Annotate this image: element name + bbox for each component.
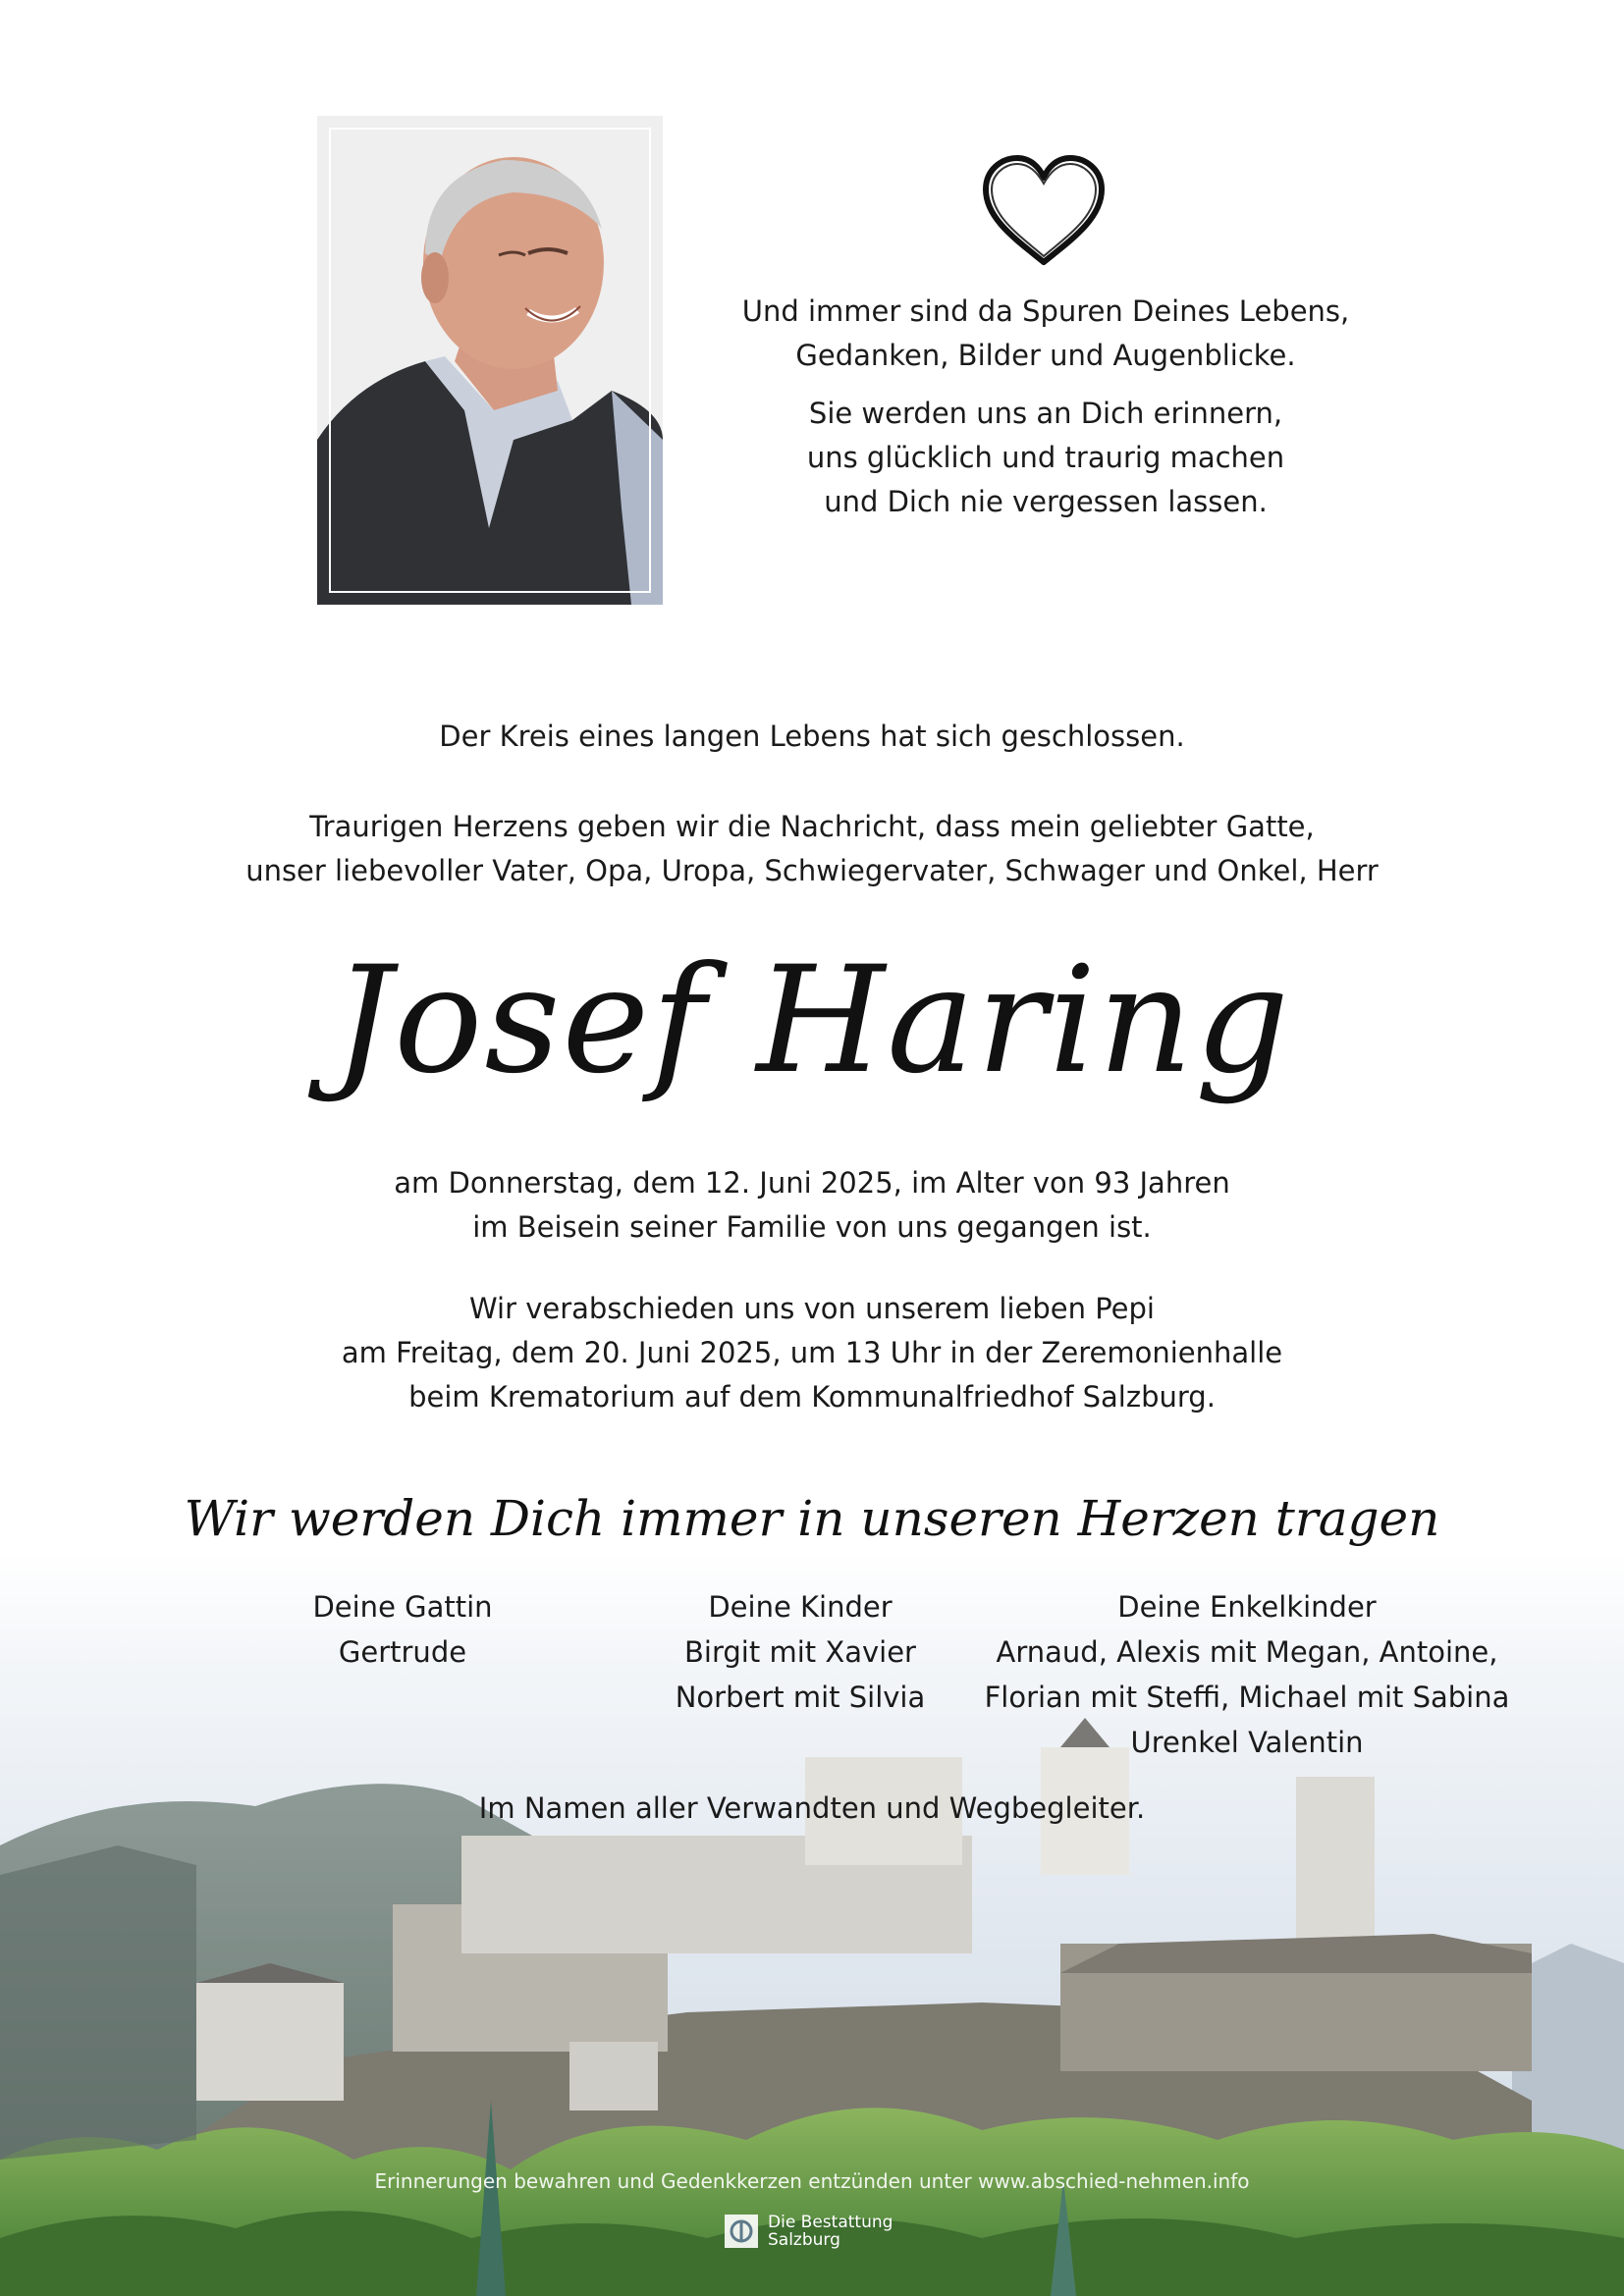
announcement-line: Traurigen Herzens geben wir die Nachricht, dass mein geliebter Gatte,: [309, 810, 1315, 843]
poem-line: und Dich nie vergessen lassen.: [824, 485, 1268, 518]
intro-text: Der Kreis eines langen Lebens hat sich geschlossen.: [439, 720, 1185, 753]
heart-icon: [978, 152, 1110, 268]
mourner-line: Urenkel Valentin: [1130, 1726, 1364, 1759]
mourner-line: Florian mit Steffi, Michael mit Sabina: [984, 1681, 1510, 1714]
mourners-column-grandchildren: [962, 1584, 1532, 1765]
poem-stanza-2: [687, 392, 1404, 524]
farewell-text: [0, 1287, 1624, 1419]
mourner-line: Arnaud, Alexis mit Megan, Antoine,: [996, 1635, 1498, 1669]
poem-line: Sie werden uns an Dich erinnern,: [808, 397, 1283, 430]
logo-text: Die Bestattung Salzburg: [768, 2213, 893, 2250]
poem-line: Und immer sind da Spuren Deines Lebens,: [741, 294, 1350, 328]
mourner-line: Birgit mit Xavier: [684, 1635, 916, 1669]
farewell-line: am Freitag, dem 20. Juni 2025, um 13 Uhr in der Zeremonienhalle: [341, 1336, 1283, 1369]
mourner-line: Gertrude: [338, 1635, 467, 1669]
announcement-text: [0, 805, 1624, 893]
poem-line: Gedanken, Bilder und Augenblicke.: [795, 339, 1296, 372]
death-text: [0, 1161, 1624, 1250]
mourner-line: Deine Gattin: [312, 1590, 493, 1624]
death-line: im Beisein seiner Familie von uns gegangen ist.: [472, 1210, 1152, 1244]
funeral-home-logo-icon: [725, 2215, 758, 2248]
farewell-line: beim Krematorium auf dem Kommunalfriedhof Salzburg.: [408, 1380, 1216, 1414]
photo-frame: [329, 128, 651, 593]
poem: [687, 290, 1404, 538]
deceased-name: Josef Haring: [333, 935, 1291, 1106]
closing-text: Im Namen aller Verwandten und Wegbegleiter.: [478, 1791, 1146, 1825]
mourners-column-spouse: [255, 1584, 550, 1675]
poem-line: uns glücklich und traurig machen: [806, 441, 1285, 474]
mourners-column-children: [628, 1584, 972, 1720]
portrait-photo: [317, 116, 663, 605]
mourner-line: Deine Kinder: [708, 1590, 893, 1624]
mourners-list: [0, 1584, 1624, 1781]
motto: Wir werden Dich immer in unseren Herzen tragen: [184, 1490, 1440, 1547]
announcement-line: unser liebevoller Vater, Opa, Uropa, Schwiegervater, Schwager und Onkel, Herr: [245, 854, 1379, 887]
death-line: am Donnerstag, dem 12. Juni 2025, im Alter von 93 Jahren: [394, 1166, 1230, 1200]
funeral-home-logo: [725, 2211, 893, 2252]
poem-stanza-1: [687, 290, 1404, 378]
farewell-line: Wir verabschieden uns von unserem lieben Pepi: [469, 1292, 1155, 1325]
mourner-line: Deine Enkelkinder: [1117, 1590, 1377, 1624]
footer-note: Erinnerungen bewahren und Gedenkkerzen entzünden unter www.abschied-nehmen.info: [374, 2169, 1250, 2193]
mourner-line: Norbert mit Silvia: [675, 1681, 926, 1714]
